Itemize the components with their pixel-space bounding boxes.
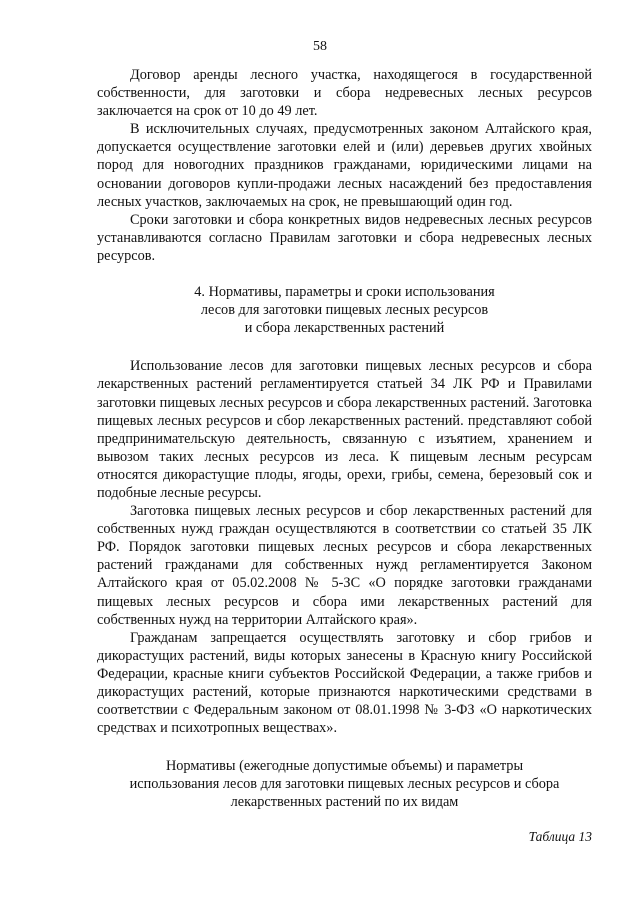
table-caption-line-3: лекарственных растений по их видам	[230, 794, 459, 811]
section-heading-line-1: 4. Нормативы, параметры и сроки использования	[194, 284, 495, 301]
paragraph-prohibitions: Гражданам запрещается осуществлять заготовку и сбор грибов и дикорастущих растений, виды которых занесены в Красную книгу Российской Федерации, красные книги субъектов Российской Федерации, а также грибов и дикорастущих растений, которые признаются наркотическими средствами в соответствии с Федеральным законом от 08.01.1998 № 3-ФЗ «О наркотических средствах и психотропных веществах».	[97, 629, 592, 737]
paragraph-food-resources: Использование лесов для заготовки пищевых лесных ресурсов и сбора лекарственных растений регламентируется статьей 34 ЛК РФ и Правилами заготовки пищевых лесных ресурсов и сбора лекарственных растений. Заготовка пищевых лесных ресурсов и сбор лекарственных растений. представляют собой предпринимательскую деятельность, связанную с изъятием, хранением и вывозом таких лесных ресурсов из леса. К пищевым лесным ресурсам относятся дикорастущие плоды, ягоды, орехи, грибы, семена, березовый сок и подобные лесные ресурсы.	[97, 358, 592, 501]
table-caption	[97, 757, 592, 811]
section-heading-line-3: и сбора лекарственных растений	[244, 320, 445, 337]
paragraph-lease-term: Договор аренды лесного участка, находящегося в государственной собственности, для заготовки и сбора недревесных лесных ресурсов заключается на срок от 10 до 49 лет.	[97, 67, 592, 120]
paragraph-own-needs: Заготовка пищевых лесных ресурсов и сбор лекарственных растений для собственных нужд граждан осуществляются в соответствии со статьей 35 ЛК РФ. Порядок заготовки пищевых лесных ресурсов и сбора лекарственных растений гражданами для собственных нужд регламентируется Законом Алтайского края от 05.02.2008 № 5-ЗС «О порядке заготовки гражданами пищевых лесных ресурсов и сбора ими лекарственных растений для собственных нужд на территории Алтайского края».	[97, 503, 592, 628]
section-heading	[97, 283, 592, 337]
table-caption-line-1: Нормативы (ежегодные допустимые объемы) и параметры	[165, 758, 524, 775]
page-content	[97, 66, 592, 846]
paragraph-harvest-terms: Сроки заготовки и сбора конкретных видов недревесных лесных ресурсов устанавливаются согласно Правилам заготовки и сбора недревесных лесных ресурсов.	[97, 211, 592, 264]
table-caption-line-2: использования лесов для заготовки пищевых лесных ресурсов и сбора	[129, 776, 560, 793]
table-label: Таблица 13	[528, 828, 592, 844]
page-number: 58	[313, 39, 327, 54]
section-heading-line-2: лесов для заготовки пищевых лесных ресурсов	[200, 302, 489, 319]
paragraph-exceptional-cases: В исключительных случаях, предусмотренных законом Алтайского края, допускается осуществление заготовки елей и (или) деревьев других хвойных пород для новогодних праздников гражданами, юридическими лицами на основании договоров купли-продажи лесных насаждений без предоставления лесных участков, заключаемых на срок, не превышающий один год.	[97, 121, 592, 210]
